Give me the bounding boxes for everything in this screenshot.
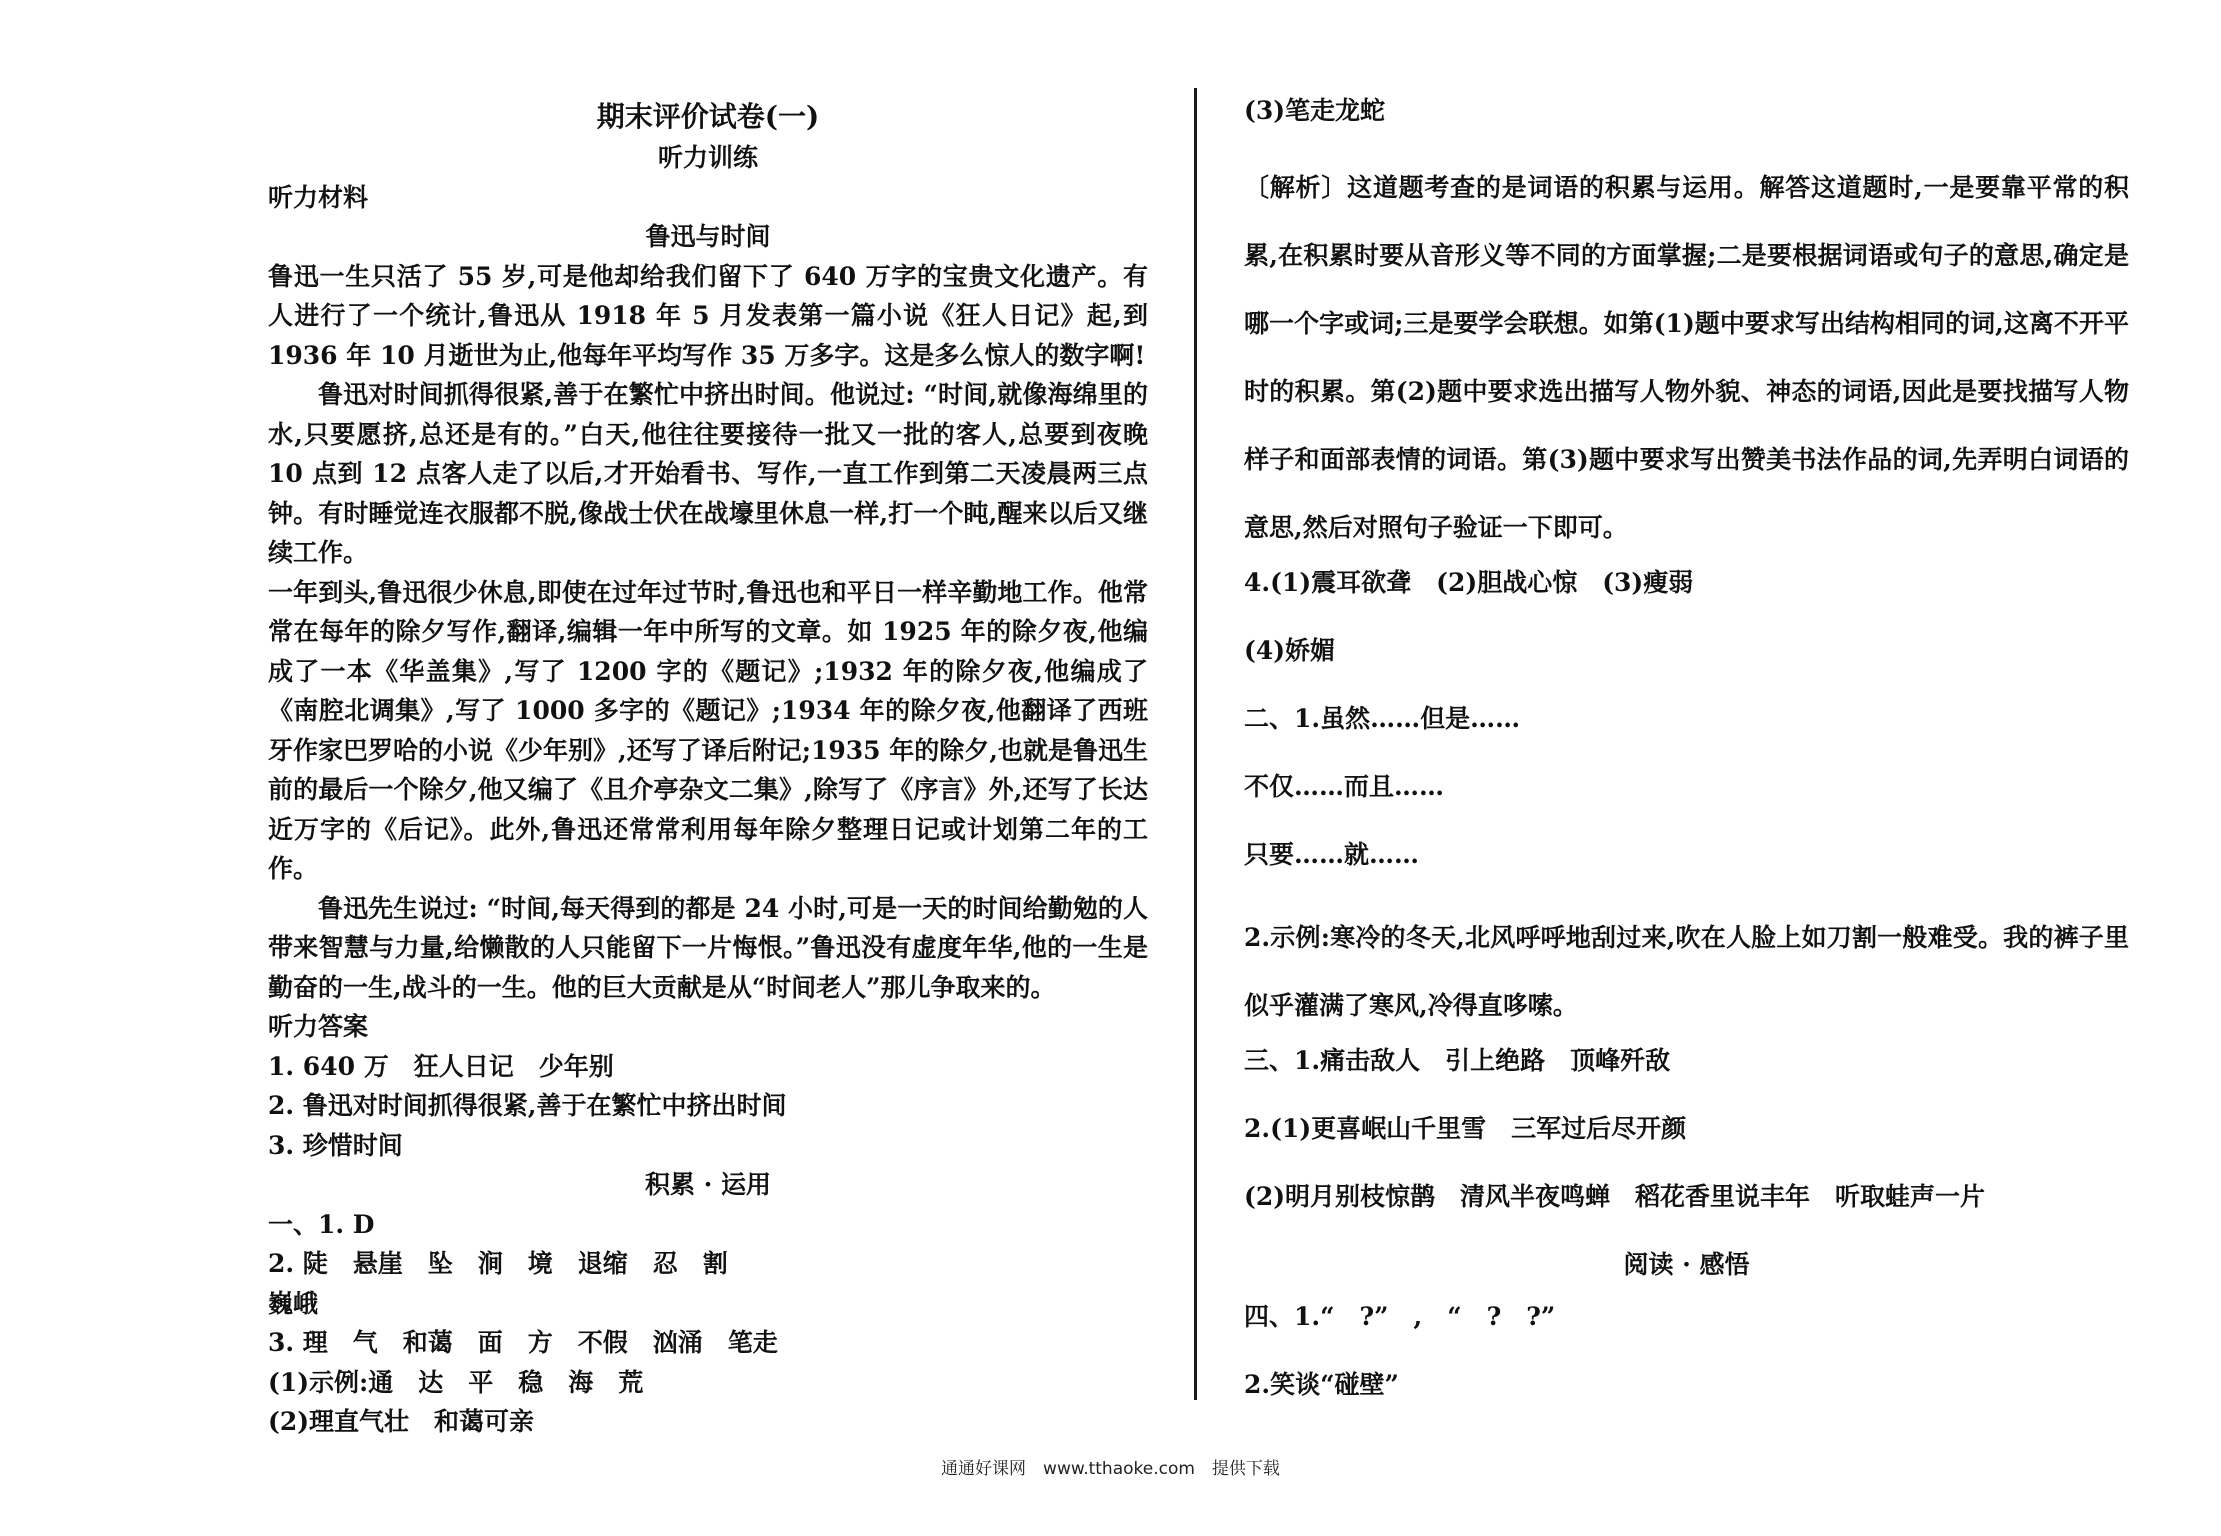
column-divider (1194, 88, 1197, 1400)
answer-line: 2. 鲁迅对时间抓得很紧,善于在繁忙中挤出时间 (268, 1091, 787, 1120)
article-title: 鲁迅与时间 (645, 222, 771, 251)
section-heading-reading: 阅读 · 感悟 (1623, 1250, 1750, 1279)
answer-item: 4.(1)震耳欲聋 (2)胆战心惊 (3)瘦弱 (1244, 568, 1694, 597)
answer-item: 一、1. D (268, 1209, 375, 1239)
article-paragraph: 鲁迅一生只活了 55 岁,可是他却给我们留下了 640 万字的宝贵文化遗产。有人进行了一个统计,鲁迅从 1918 年 5 月发表第一篇小说《狂人日记》起,到 1936 年 10 月逝世为止,他每年平均写作 35 万多字。这是多么惊人的数字啊! (268, 261, 1148, 370)
answer-item: 3. 理 气 和蔼 面 方 不假 汹涌 笔走 (268, 1328, 778, 1357)
answer-item: 2.(1)更喜岷山千里雪 三军过后尽开颜 (1244, 1114, 1687, 1143)
example-paragraph: 2.示例:寒冷的冬天,北风呼呼地刮过来,吹在人脸上如刀割一般难受。我的裤子里似乎灌满了寒风,冷得直哆嗦。 (1244, 923, 2129, 1020)
material-label: 听力材料 (268, 182, 369, 212)
answer-item: 四、1.“ ?” , “ ? ?” (1244, 1302, 1556, 1331)
article-paragraph: 一年到头,鲁迅很少休息,即使在过年过节时,鲁迅也和平日一样辛勤地工作。他常常在每年的除夕写作,翻译,编辑一年中所写的文章。如 1925 年的除夕夜,他编成了一本《华盖集》,写了 1200 字的《题记》;1932 年的除夕夜,他编成了《南腔北调集》,写了 1000 多字的《题记》;1934 年的除夕夜,他翻译了西班牙作家巴罗哈的小说《少年别》,还写了译后附记;1935 年的除夕,也就是鲁迅生前的最后一个除夕,他又编了《且介亭杂文二集》,除写了《序言》外,还写了长达近万字的《后记》。此外,鲁迅还常常利用每年除夕整理日记或计划第二年的工作。 (268, 577, 1148, 883)
answer-item: (4)娇媚 (1244, 636, 1336, 665)
answer-item: 只要……就…… (1244, 840, 1420, 869)
answer-item: 三、1.痛击敌人 引上绝路 顶峰歼敌 (1244, 1046, 1671, 1075)
answer-item: (3)笔走龙蛇 (1244, 96, 1386, 125)
exam-title: 期末评价试卷(一) (596, 100, 820, 133)
answer-line: 1. 640 万 狂人日记 少年别 (268, 1051, 614, 1081)
answer-line: 3. 珍惜时间 (268, 1130, 403, 1160)
section-heading-listening: 听力训练 (657, 143, 758, 172)
answer-label: 听力答案 (268, 1012, 369, 1041)
answer-item: 不仅……而且…… (1244, 772, 1445, 801)
article-paragraph: 鲁迅对时间抓得很紧,善于在繁忙中挤出时间。他说过: “时间,就像海绵里的水,只要愿挤,总还是有的。”白天,他往往要接待一批又一批的客人,总要到夜晚 10 点到 12 点客人走了以后,才开始看书、写作,一直工作到第二天凌晨两三点钟。有时睡觉连衣服都不脱,像战士伏在战壕里休息一样,打一个盹,醒来以后又继续工作。 (268, 380, 1148, 567)
answer-item: 2. 陡 悬崖 坠 涧 境 退缩 忍 割 (268, 1249, 728, 1278)
right-column (1244, 92, 2129, 1434)
footer-watermark: 通通好课网 www.tthaoke.com 提供下载 (941, 1459, 1280, 1479)
answer-item: (1)示例:通 达 平 稳 海 荒 (268, 1367, 644, 1397)
answer-item: (2)理直气壮 和蔼可亲 (268, 1407, 535, 1436)
analysis-paragraph: 〔解析〕这道题考查的是词语的积累与运用。解答这道题时,一是要靠平常的积累,在积累时要从音形义等不同的方面掌握;二是要根据词语或句子的意思,确定是哪一个字或词;三是要学会联想。如第(1)题中要求写出结构相同的词,这离不开平时的积累。第(2)题中要求选出描写人物外貌、神态的词语,因此是要找描写人物样子和面部表情的词语。第(3)题中要求写出赞美书法作品的词,先弄明白词语的意思,然后对照句子验证一下即可。 (1244, 173, 2129, 542)
answer-item: 2.笑谈“碰壁” (1244, 1370, 1399, 1399)
section-heading-accumulation: 积累 · 运用 (644, 1170, 772, 1199)
answer-item: 巍峨 (268, 1288, 319, 1318)
left-column (268, 96, 1148, 1442)
answer-item: 二、1.虽然……但是…… (1244, 704, 1521, 733)
article-paragraph: 鲁迅先生说过: “时间,每天得到的都是 24 小时,可是一天的时间给勤勉的人带来智慧与力量,给懒散的人只能留下一片悔恨。”鲁迅没有虚度年华,他的一生是勤奋的一生,战斗的一生。他的巨大贡献是从“时间老人”那儿争取来的。 (268, 893, 1148, 1002)
answer-item: (2)明月别枝惊鹊 清风半夜鸣蝉 稻花香里说丰年 听取蛙声一片 (1244, 1182, 1986, 1211)
